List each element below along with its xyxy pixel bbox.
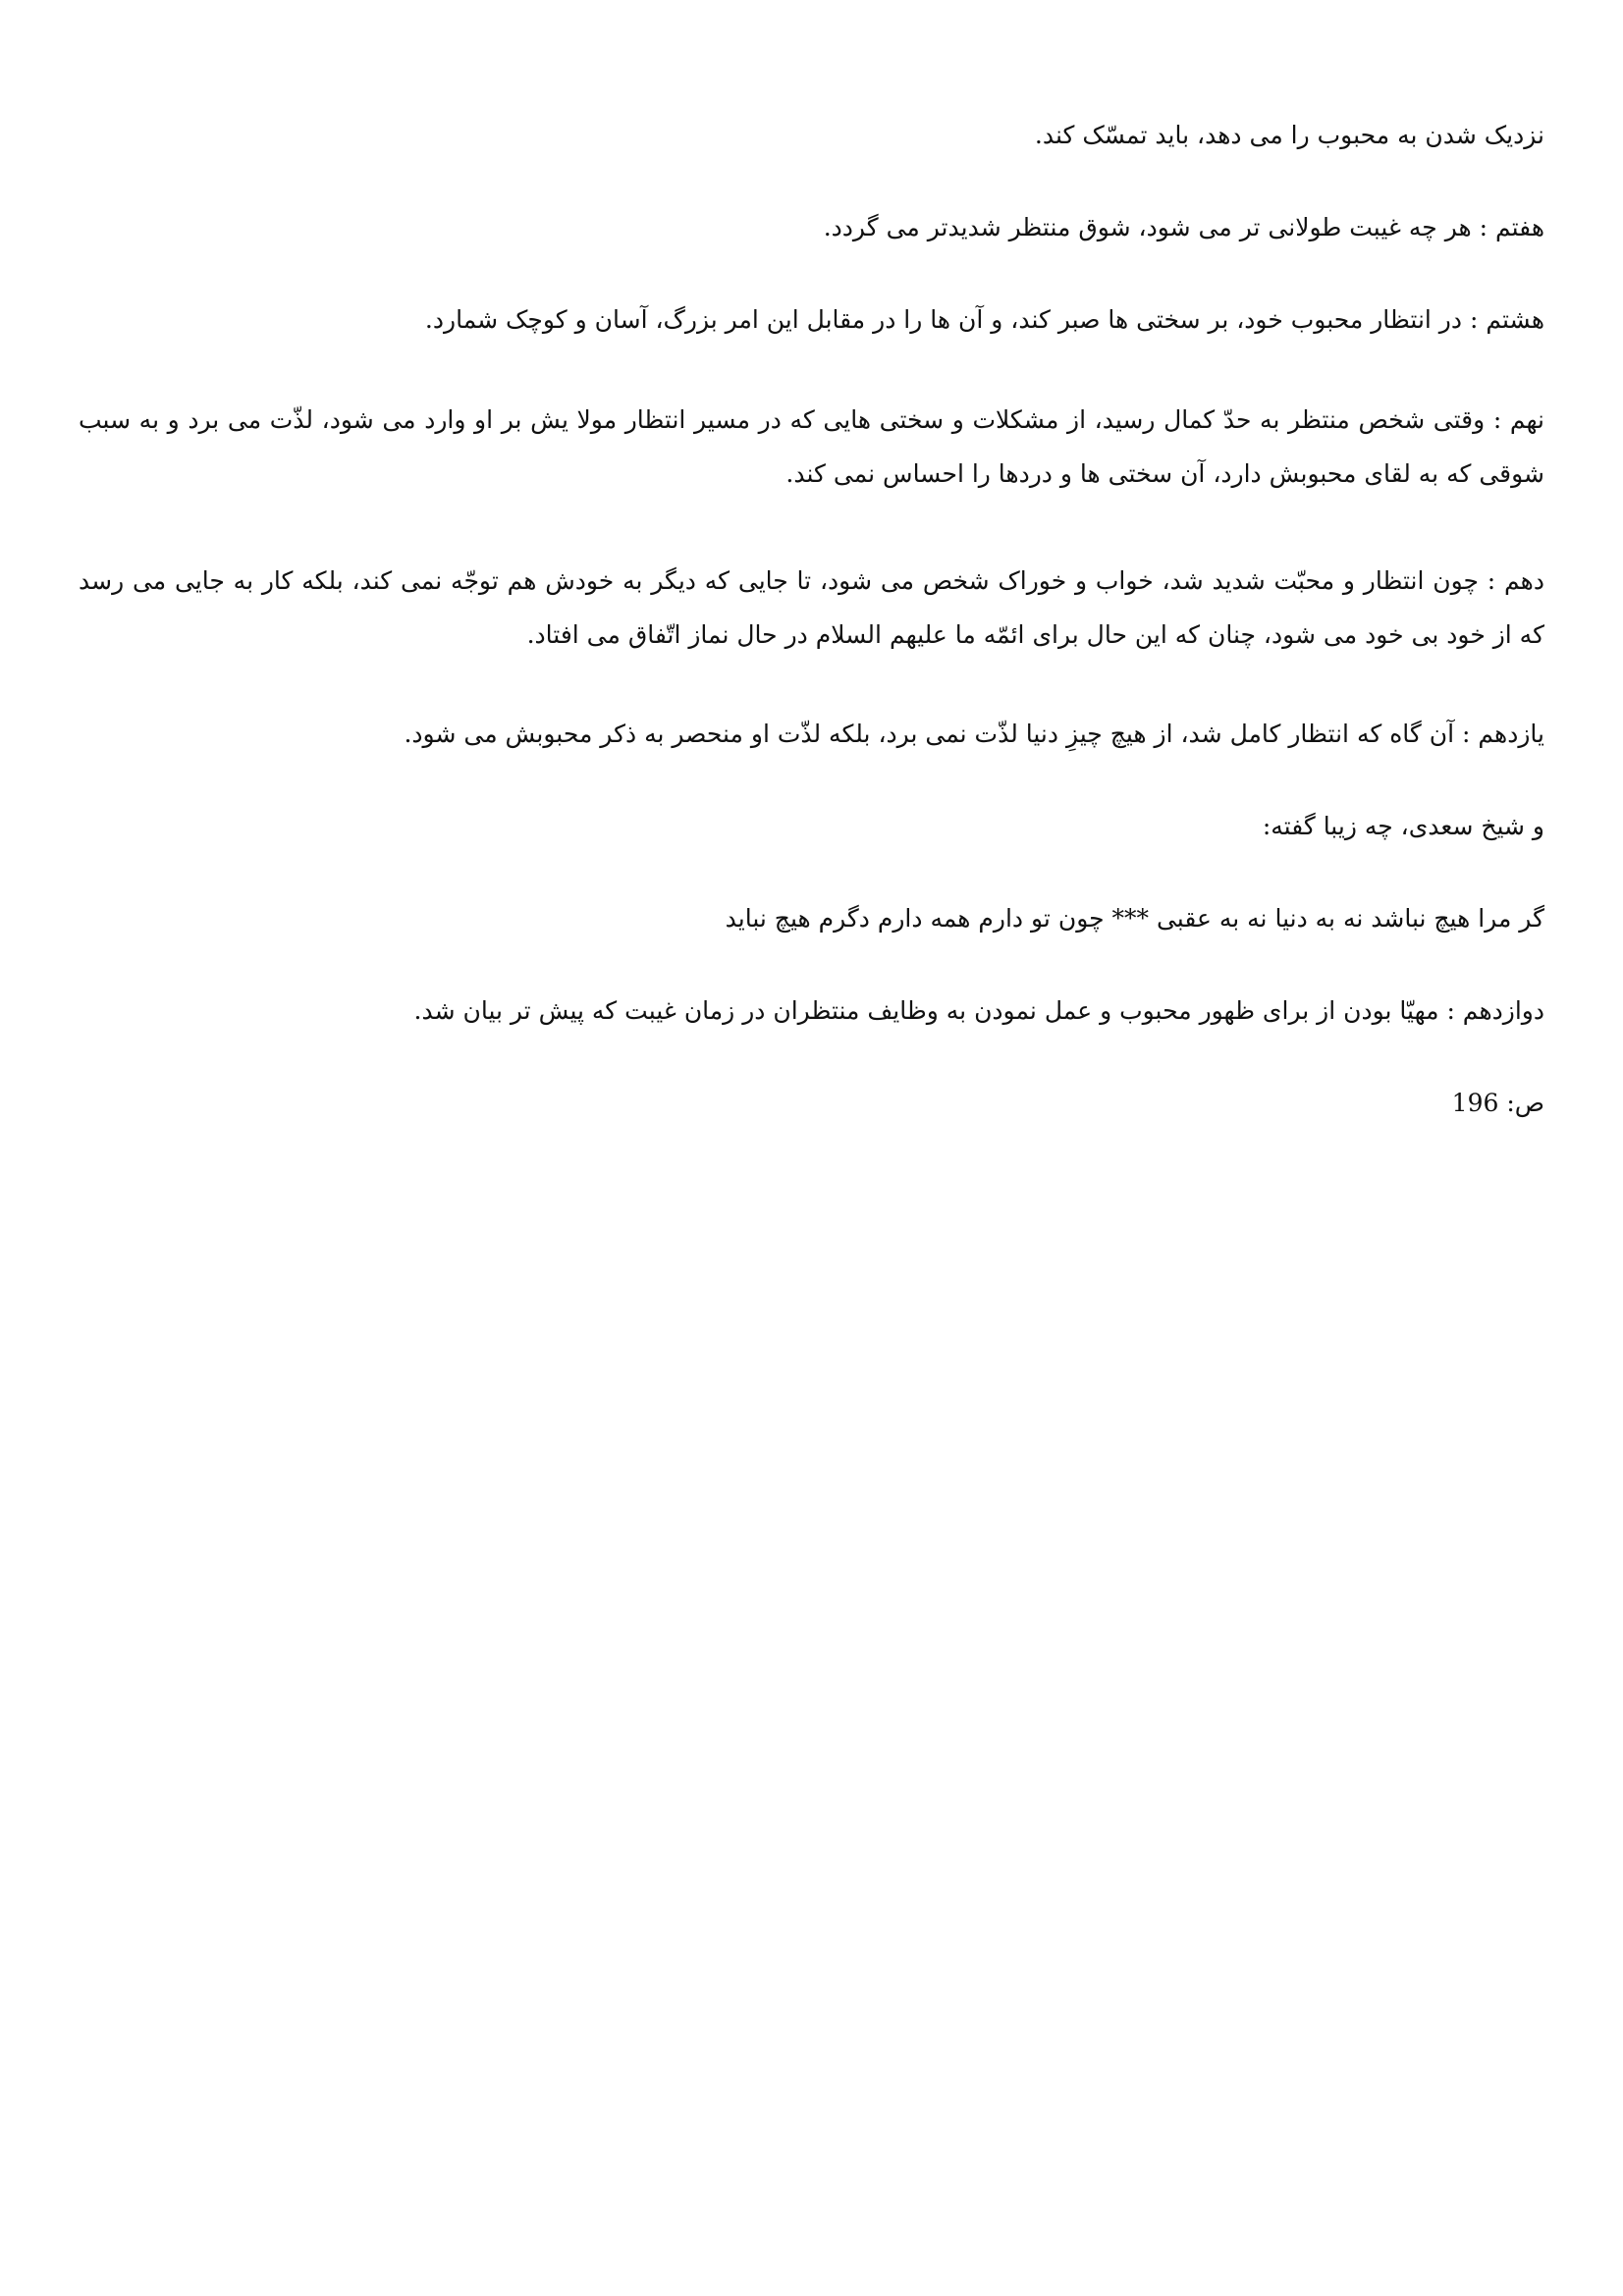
paragraph-poem-verse: گر مرا هیچ نباشد نه به دنیا نه به عقبی *** چون تو دارم همه دارم دگرم هیچ نباید bbox=[725, 904, 1544, 933]
page-number: ص: 196 bbox=[1451, 1089, 1544, 1117]
document-body bbox=[79, 116, 1544, 1123]
paragraph-seventh: هفتم : هر چه غیبت طولانی تر می شود، شوق منتظر شدیدتر می گردد. bbox=[823, 213, 1544, 241]
paragraph-eighth: هشتم : در انتظار محبوب خود، بر سختی ها صبر کند، و آن ها را در مقابل این امر بزرگ، آسان و کوچک شمارد. bbox=[424, 305, 1544, 334]
paragraph-eleventh: یازدهم : آن گاه که انتظار کامل شد، از هیچ چیزِ دنیا لذّت نمی برد، بلکه لذّت او منحصر به ذکر محبوبش می شود. bbox=[404, 720, 1544, 748]
paragraph-continuation: نزدیک شدن به محبوب را می دهد، باید تمسّک کند. bbox=[1034, 121, 1544, 149]
paragraph-saadi-intro: و شیخ سعدی، چه زیبا گفته: bbox=[1262, 812, 1544, 840]
paragraph-twelfth: دوازدهم : مهیّا بودن از برای ظهور محبوب و عمل نمودن به وظایف منتظران در زمان غیبت که پیش تر بیان شد. bbox=[413, 996, 1544, 1025]
paragraph-tenth: دهم : چون انتظار و محبّت شدید شد، خواب و خوراک شخص می شود، تا جایی که دیگر به خودش هم توجّه نمی کند، بلکه کار به جایی می رسد که از خود بی خود می شود، چنان که این حال برای ائمّه ما علیهم السلام در حال نماز اتّفاق می افتاد. bbox=[79, 566, 1544, 649]
paragraph-ninth: نهم : وقتی شخص منتظر به حدّ کمال رسید، از مشکلات و سختی هایی که در مسیر انتظار مولا یش بر او وارد می شود، لذّت می برد و به سبب شوقی که به لقای محبوبش دارد، آن سختی ها و دردها را احساس نمی کند. bbox=[79, 405, 1544, 488]
